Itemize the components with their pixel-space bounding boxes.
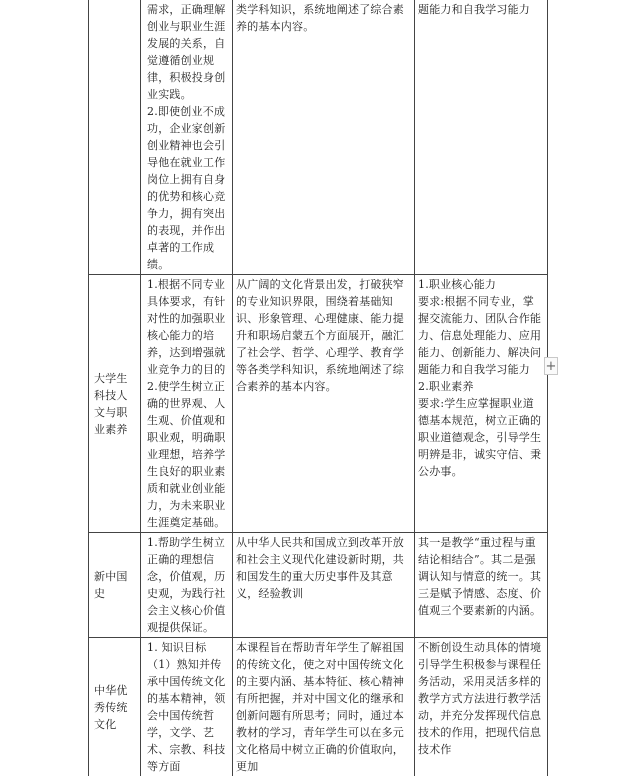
requirement-paragraph: 题能力和自我学习能力 bbox=[418, 1, 544, 18]
course-requirements-cell bbox=[415, 0, 548, 275]
content-paragraph: 本课程旨在帮助青年学生了解祖国的传统文化，使之对中国传统文化的主要内涵、基本特征、核心精神有所把握，并对中国文化的继承和创新问题有所思考；同时，通过本教材的学习，青年学生可以在多元文化格局中树立正确的价值取向，更加 bbox=[236, 639, 411, 775]
course-content-cell bbox=[233, 638, 415, 776]
course-goals-cell bbox=[141, 275, 233, 533]
goal-paragraph: （1）熟知并传承中国传统文化的基本精神，领会中国传统哲学，文学、艺术、宗教、科技等方面 bbox=[147, 656, 226, 775]
goal-paragraph: 1. 知识目标 bbox=[147, 639, 226, 656]
course-goals-cell bbox=[141, 0, 233, 275]
requirement-paragraph: 1.职业核心能力 bbox=[418, 276, 544, 293]
course-title-cell: 大学生科技人文与职业素养 bbox=[89, 275, 141, 533]
table-row bbox=[89, 533, 548, 638]
goal-paragraph: 1.帮助学生树立正确的理想信念，价值观，历史观，为践行社会主义核心价值观提供保证。 bbox=[147, 534, 226, 636]
goal-paragraph: 需求，正确理解创业与职业生涯发展的关系，自觉遵循创业规律，积极投身创业实践。 bbox=[147, 1, 226, 103]
goal-paragraph: 2.使学生树立正确的世界观、人生观、价值观和职业观，明确职业理想，培养学生良好的职业素质和就业创业能力，为未来职业生涯奠定基础。 bbox=[147, 378, 226, 531]
table-row bbox=[89, 275, 548, 533]
goal-paragraph: 1.根据不同专业具体要求，有针对性的加强职业核心能力的培养，达到增强就业竞争力的目的 bbox=[147, 276, 226, 378]
requirement-paragraph: 不断创设生动具体的情境引导学生积极参与课程任务活动，采用灵活多样的教学方式方法进行教学活动，并充分发挥现代信息技术的作用，把现代信息技术作 bbox=[418, 639, 544, 758]
course-goals-cell bbox=[141, 533, 233, 638]
course-content-cell bbox=[233, 0, 415, 275]
requirement-paragraph: 其一是教学“重过程与重结论相结合”。其二是强调认知与情意的统一。其三是赋予情感、态度、价值观三个要素新的内涵。 bbox=[418, 534, 544, 619]
requirement-paragraph: 要求:学生应掌握职业道德基本规范，树立正确的职业道德观念，引导学生明辨是非，诚实守信、秉公办事。 bbox=[418, 395, 544, 480]
course-requirements-cell bbox=[415, 533, 548, 638]
course-table bbox=[88, 0, 548, 776]
course-title-cell: 中华优秀传统文化 bbox=[89, 638, 141, 776]
content-paragraph: 从中华人民共和国成立到改革开放和社会主义现代化建设新时期，共和国发生的重大历史事件及其意义，经验教训 bbox=[236, 534, 411, 602]
requirement-paragraph: 2.职业素养 bbox=[418, 378, 544, 395]
goal-paragraph: 2.即使创业不成功，企业家创新创业精神也会引导他在就业工作岗位上拥有自身的优势和核心竞争力，拥有突出的表现，并作出卓著的工作成绩。 bbox=[147, 103, 226, 273]
content-paragraph: 类学科知识，系统地阐述了综合素养的基本内容。 bbox=[236, 1, 411, 35]
course-requirements-cell bbox=[415, 638, 548, 776]
course-title-cell: 新中国史 bbox=[89, 533, 141, 638]
content-paragraph: 从广阔的文化背景出发，打破狭窄的专业知识界限，围绕着基础知识、形象管理、心理健康、能力提升和职场启蒙五个方面展开，融汇了社会学、哲学、心理学、教育学等各类学科知识，系统地阐述了综合素养的基本内容。 bbox=[236, 276, 411, 395]
course-content-cell bbox=[233, 533, 415, 638]
table-row bbox=[89, 638, 548, 776]
course-title-cell bbox=[89, 0, 141, 275]
table-expand-button[interactable]: + bbox=[544, 357, 558, 375]
course-requirements-cell bbox=[415, 275, 548, 533]
table-row bbox=[89, 0, 548, 275]
requirement-paragraph: 要求:根据不同专业，掌握交流能力、团队合作能力、信息处理能力、应用能力、创新能力、解决问题能力和自我学习能力 bbox=[418, 293, 544, 378]
course-goals-cell bbox=[141, 638, 233, 776]
course-content-cell bbox=[233, 275, 415, 533]
